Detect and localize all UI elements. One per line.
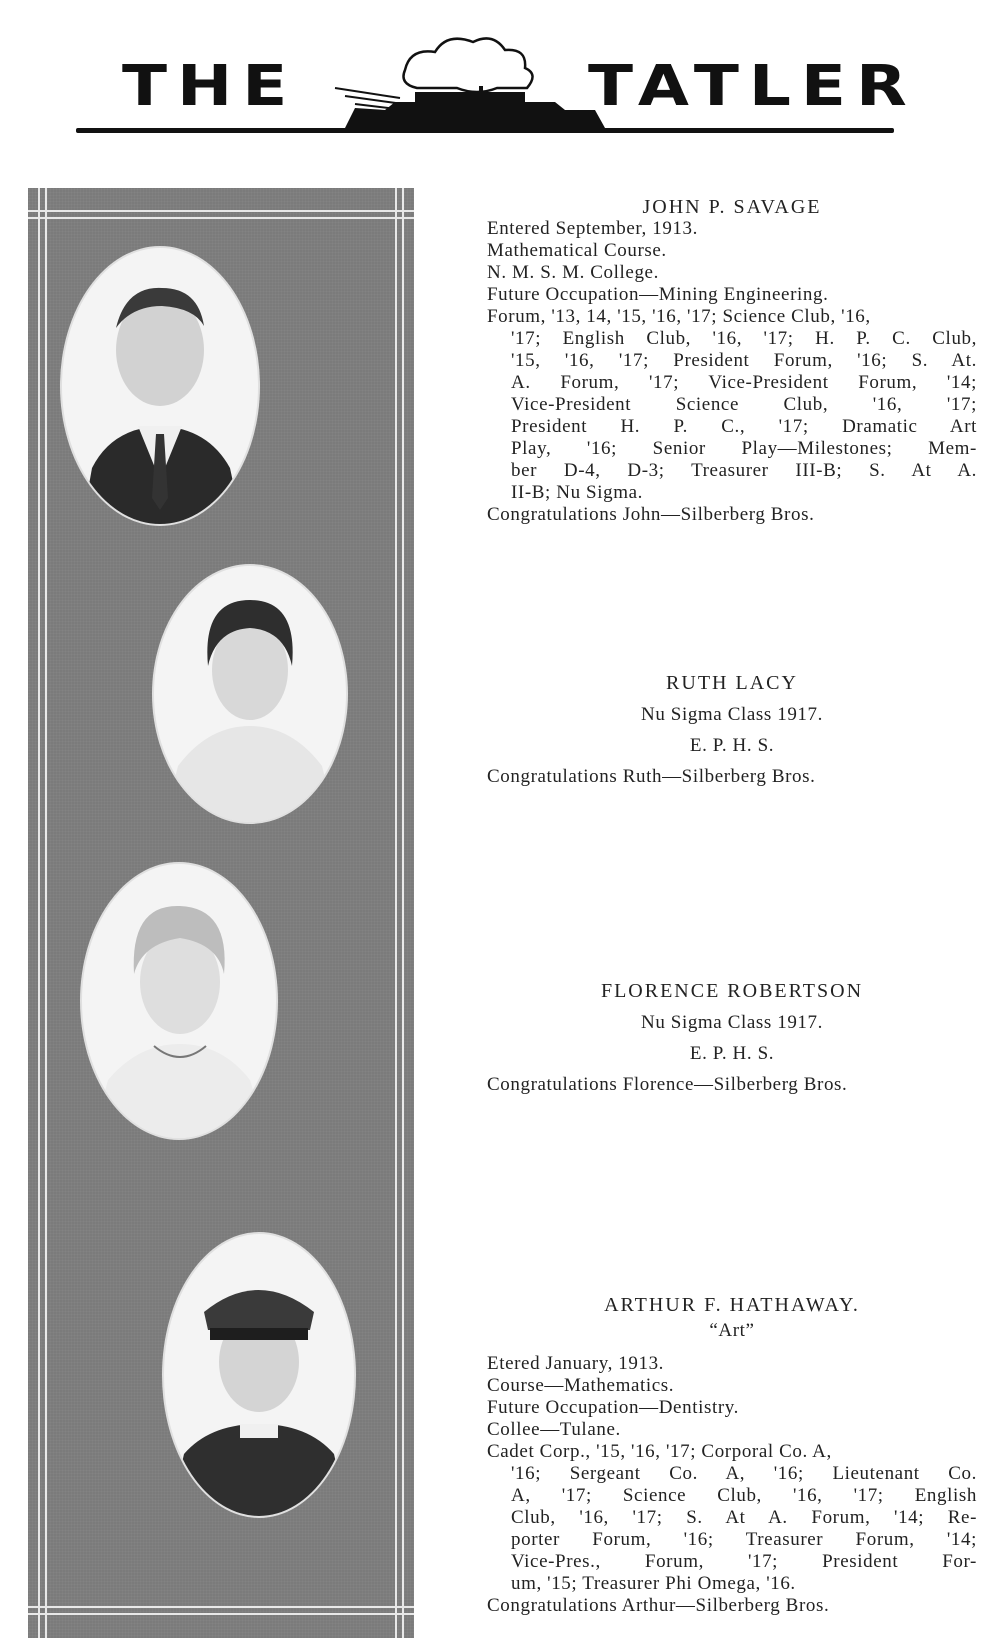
entry-name: JOHN P. SAVAGE — [642, 196, 822, 218]
entry-wrapped-line: Play, '16; Senior Play—Milestones; Mem- — [511, 438, 977, 459]
entry-line: Course—Mathematics. — [487, 1375, 675, 1396]
entry-congrats: Congratulations Florence—Silberberg Bros. — [487, 1074, 848, 1095]
photo-strip — [28, 188, 414, 1638]
masthead — [70, 30, 917, 140]
entry-name: ARTHUR F. HATHAWAY. — [604, 1294, 860, 1316]
portrait-woman-icon — [82, 864, 276, 1138]
strip-border-line — [38, 188, 40, 1638]
portrait-cadet-icon — [164, 1234, 354, 1516]
entry-wrapped-line: Vice-Pres., Forum, '17; President For- — [511, 1551, 977, 1572]
entry-congrats: Congratulations John—Silberberg Bros. — [487, 504, 815, 525]
entry-line: Future Occupation—Mining Engineering. — [487, 284, 829, 305]
entry-wrapped-line: '15, '16, '17; President Forum, '16; S. At. — [511, 350, 977, 371]
entry-wrapped-line: Club, '16, '17; S. At A. Forum, '14; Re- — [511, 1507, 977, 1528]
entry-nickname: “Art” — [709, 1320, 755, 1341]
masthead-title-right: TATLER — [588, 52, 917, 119]
entry-arthur-hathaway — [487, 1292, 977, 1617]
strip-border-line — [28, 217, 414, 219]
portrait-ruth-lacy — [152, 564, 348, 824]
entry-name: RUTH LACY — [666, 672, 798, 694]
entry-class: Nu Sigma Class 1917. — [641, 1012, 823, 1033]
entry-line: Collee—Tulane. — [487, 1419, 621, 1440]
entry-wrapped-line: um, '15; Treasurer Phi Omega, '16. — [511, 1573, 796, 1594]
strip-border-line — [402, 188, 404, 1638]
entry-wrapped-line: ber D-4, D-3; Treasurer III-B; S. At A. — [511, 460, 977, 481]
entry-line: Future Occupation—Dentistry. — [487, 1397, 739, 1418]
entry-school: E. P. H. S. — [689, 1043, 775, 1064]
entry-line: Forum, '13, 14, '15, '16, '17; Science Club, '16, — [487, 306, 871, 327]
portrait-woman-icon — [154, 566, 346, 822]
portrait-florence-robertson — [80, 862, 278, 1140]
entry-ruth-lacy — [487, 668, 977, 792]
entry-wrapped-line: '16; Sergeant Co. A, '16; Lieutenant Co. — [511, 1463, 977, 1484]
strip-border-line — [395, 188, 397, 1638]
entry-school: E. P. H. S. — [689, 735, 775, 756]
entry-wrapped-line: '17; English Club, '16, '17; H. P. C. Club, — [511, 328, 977, 349]
portrait-john-savage — [60, 246, 260, 526]
entry-wrapped-line: porter Forum, '16; Treasurer Forum, '14; — [511, 1529, 977, 1550]
entry-line: Entered September, 1913. — [487, 218, 698, 239]
entry-line: N. M. S. M. College. — [487, 262, 659, 283]
entry-congrats: Congratulations Ruth—Silberberg Bros. — [487, 766, 816, 787]
entry-john-savage — [487, 196, 977, 526]
masthead-rule — [76, 128, 894, 133]
portrait-arthur-hathaway — [162, 1232, 356, 1518]
entry-line: Mathematical Course. — [487, 240, 667, 261]
strip-border-line — [28, 210, 414, 212]
strip-border-line — [28, 1613, 414, 1615]
strip-border-line — [28, 1606, 414, 1608]
entry-congrats: Congratulations Arthur—Silberberg Bros. — [487, 1595, 830, 1616]
entry-line: Etered January, 1913. — [487, 1353, 665, 1374]
entry-florence-robertson — [487, 976, 977, 1100]
entry-class: Nu Sigma Class 1917. — [641, 704, 823, 725]
entry-line: Cadet Corp., '15, '16, '17; Corporal Co. A, — [487, 1441, 832, 1462]
entry-name: FLORENCE ROBERTSON — [600, 980, 864, 1002]
entry-wrapped-line: A. Forum, '17; Vice-President Forum, '14; — [511, 372, 977, 393]
strip-border-line — [45, 188, 47, 1638]
entry-wrapped-line: President H. P. C., '17; Dramatic Art — [511, 416, 977, 437]
entry-wrapped-line: Vice-President Science Club, '16, '17; — [511, 394, 977, 415]
steamship-icon — [325, 30, 625, 140]
masthead-title-left: THE — [122, 52, 298, 119]
entry-wrapped-line: II-B; Nu Sigma. — [511, 482, 643, 503]
entry-wrapped-line: A, '17; Science Club, '16, '17; English — [511, 1485, 977, 1506]
portrait-man-icon — [62, 248, 258, 524]
